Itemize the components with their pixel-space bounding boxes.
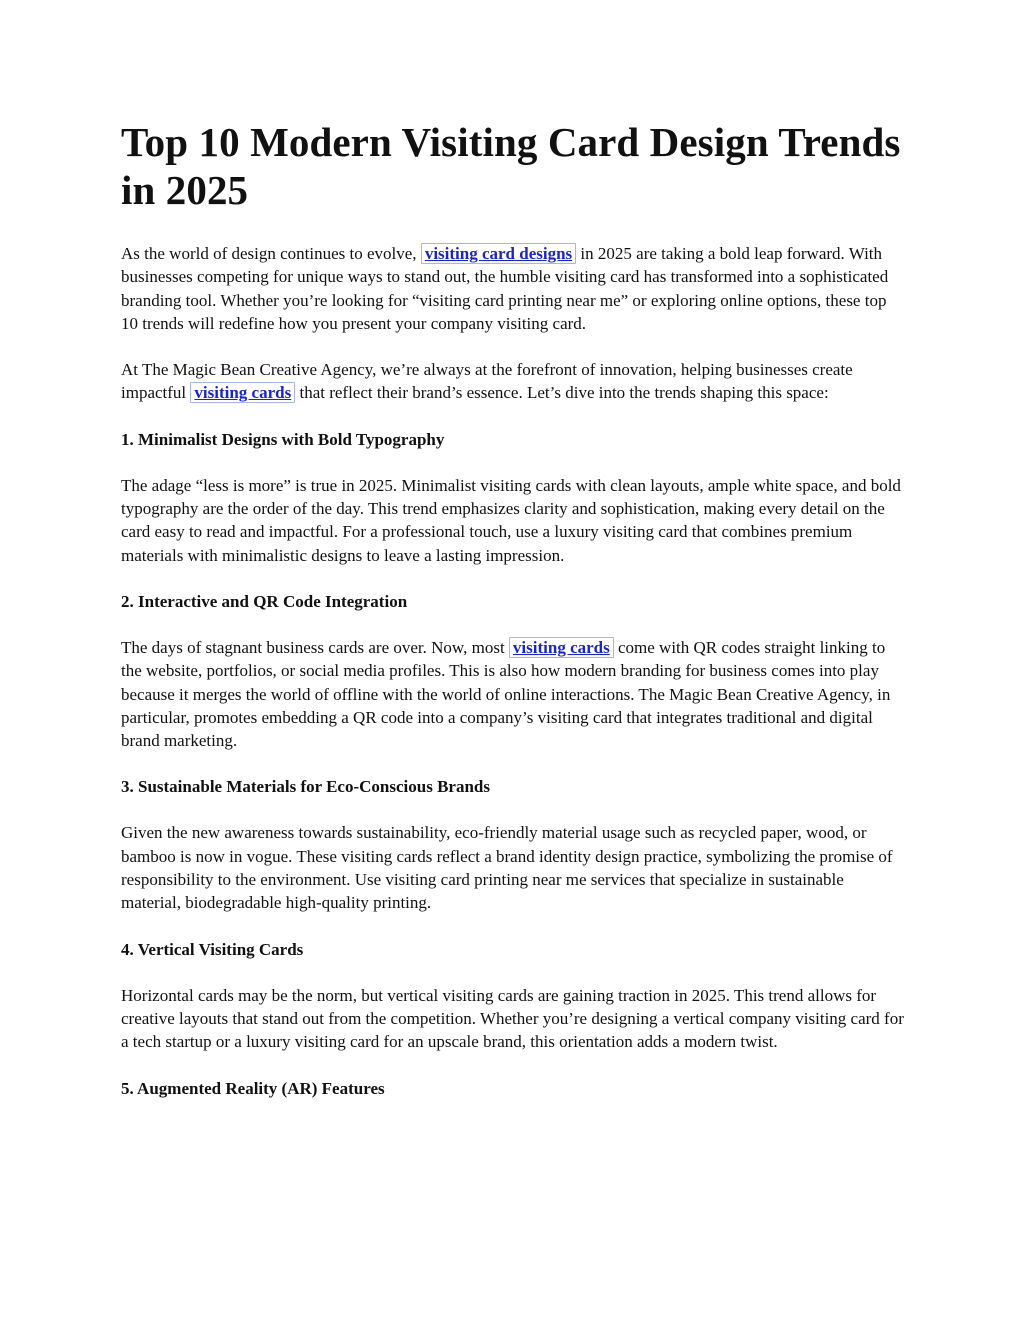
section-body-1: The adage “less is more” is true in 2025. Minimalist visiting cards with clean layouts, ample white space, and bold typography are the order of the day. This trend emphasizes clarity and sophistication, making every detail on the card easy to read and impactful. For a professional touch, use a luxury visiting card that combines premium materials with minimalistic designs to leave a lasting impression. xyxy=(121,475,901,565)
visiting-cards-link-2[interactable]: visiting cards xyxy=(509,637,614,658)
visiting-card-designs-link[interactable]: visiting card designs xyxy=(421,243,576,264)
section-heading-2: 2. Interactive and QR Code Integration xyxy=(121,591,408,611)
document-page xyxy=(121,118,907,1100)
section-body-2 xyxy=(121,636,907,752)
agency-text-before: At The Magic Bean Creative Agency, we’re always at the forefront of innovation, helping businesses create impactful xyxy=(121,360,853,403)
section-heading-5: 5. Augmented Reality (AR) Features xyxy=(121,1078,385,1098)
section-2-text-after: come with QR codes straight linking to the website, portfolios, or social media profiles. This is also how modern branding for business comes into play because it merges the world of offline with the world of online interactions. The Magic Bean Creative Agency, in particular, promotes embedding a QR code into a company’s visiting card that integrates traditional and digital brand marketing. xyxy=(121,637,891,751)
section-heading-4: 4. Vertical Visiting Cards xyxy=(121,939,304,959)
agency-text-after: that reflect their brand’s essence. Let’s dive into the trends shaping this space: xyxy=(295,383,829,403)
section-body-4: Horizontal cards may be the norm, but vertical visiting cards are gaining traction in 2025. This trend allows for creative layouts that stand out from the competition. Whether you’re designing a vertical company visiting card for a tech startup or a luxury visiting card for an upscale brand, this orientation adds a modern twist. xyxy=(121,985,904,1052)
intro-text-before: As the world of design continues to evolve, xyxy=(121,244,421,263)
visiting-cards-link[interactable]: visiting cards xyxy=(190,382,295,403)
section-body-3: Given the new awareness towards sustainability, eco-friendly material usage such as recycled paper, wood, or bamboo is now in vogue. These visiting cards reflect a brand identity design practice, symbolizing the promise of responsibility to the environment. Use visiting card printing near me services that specialize in sustainable material, biodegradable high-quality printing. xyxy=(121,823,893,913)
section-2-text-before: The days of stagnant business cards are over. Now, most xyxy=(121,637,509,657)
section-heading-1: 1. Minimalist Designs with Bold Typography xyxy=(121,429,445,449)
section-heading-3: 3. Sustainable Materials for Eco-Conscious Brands xyxy=(121,777,490,797)
agency-paragraph xyxy=(121,358,907,405)
document-title: Top 10 Modern Visiting Card Design Trends in 2025 xyxy=(121,119,901,213)
intro-text-after: in 2025 are taking a bold leap forward. With businesses competing for unique ways to stand out, the humble visiting card has transformed into a sophisticated branding tool. Whether you’re looking for “visiting card printing near me” or exploring online options, these top 10 trends will redefine how you present your company visiting card. xyxy=(121,244,889,333)
intro-paragraph xyxy=(121,242,907,335)
